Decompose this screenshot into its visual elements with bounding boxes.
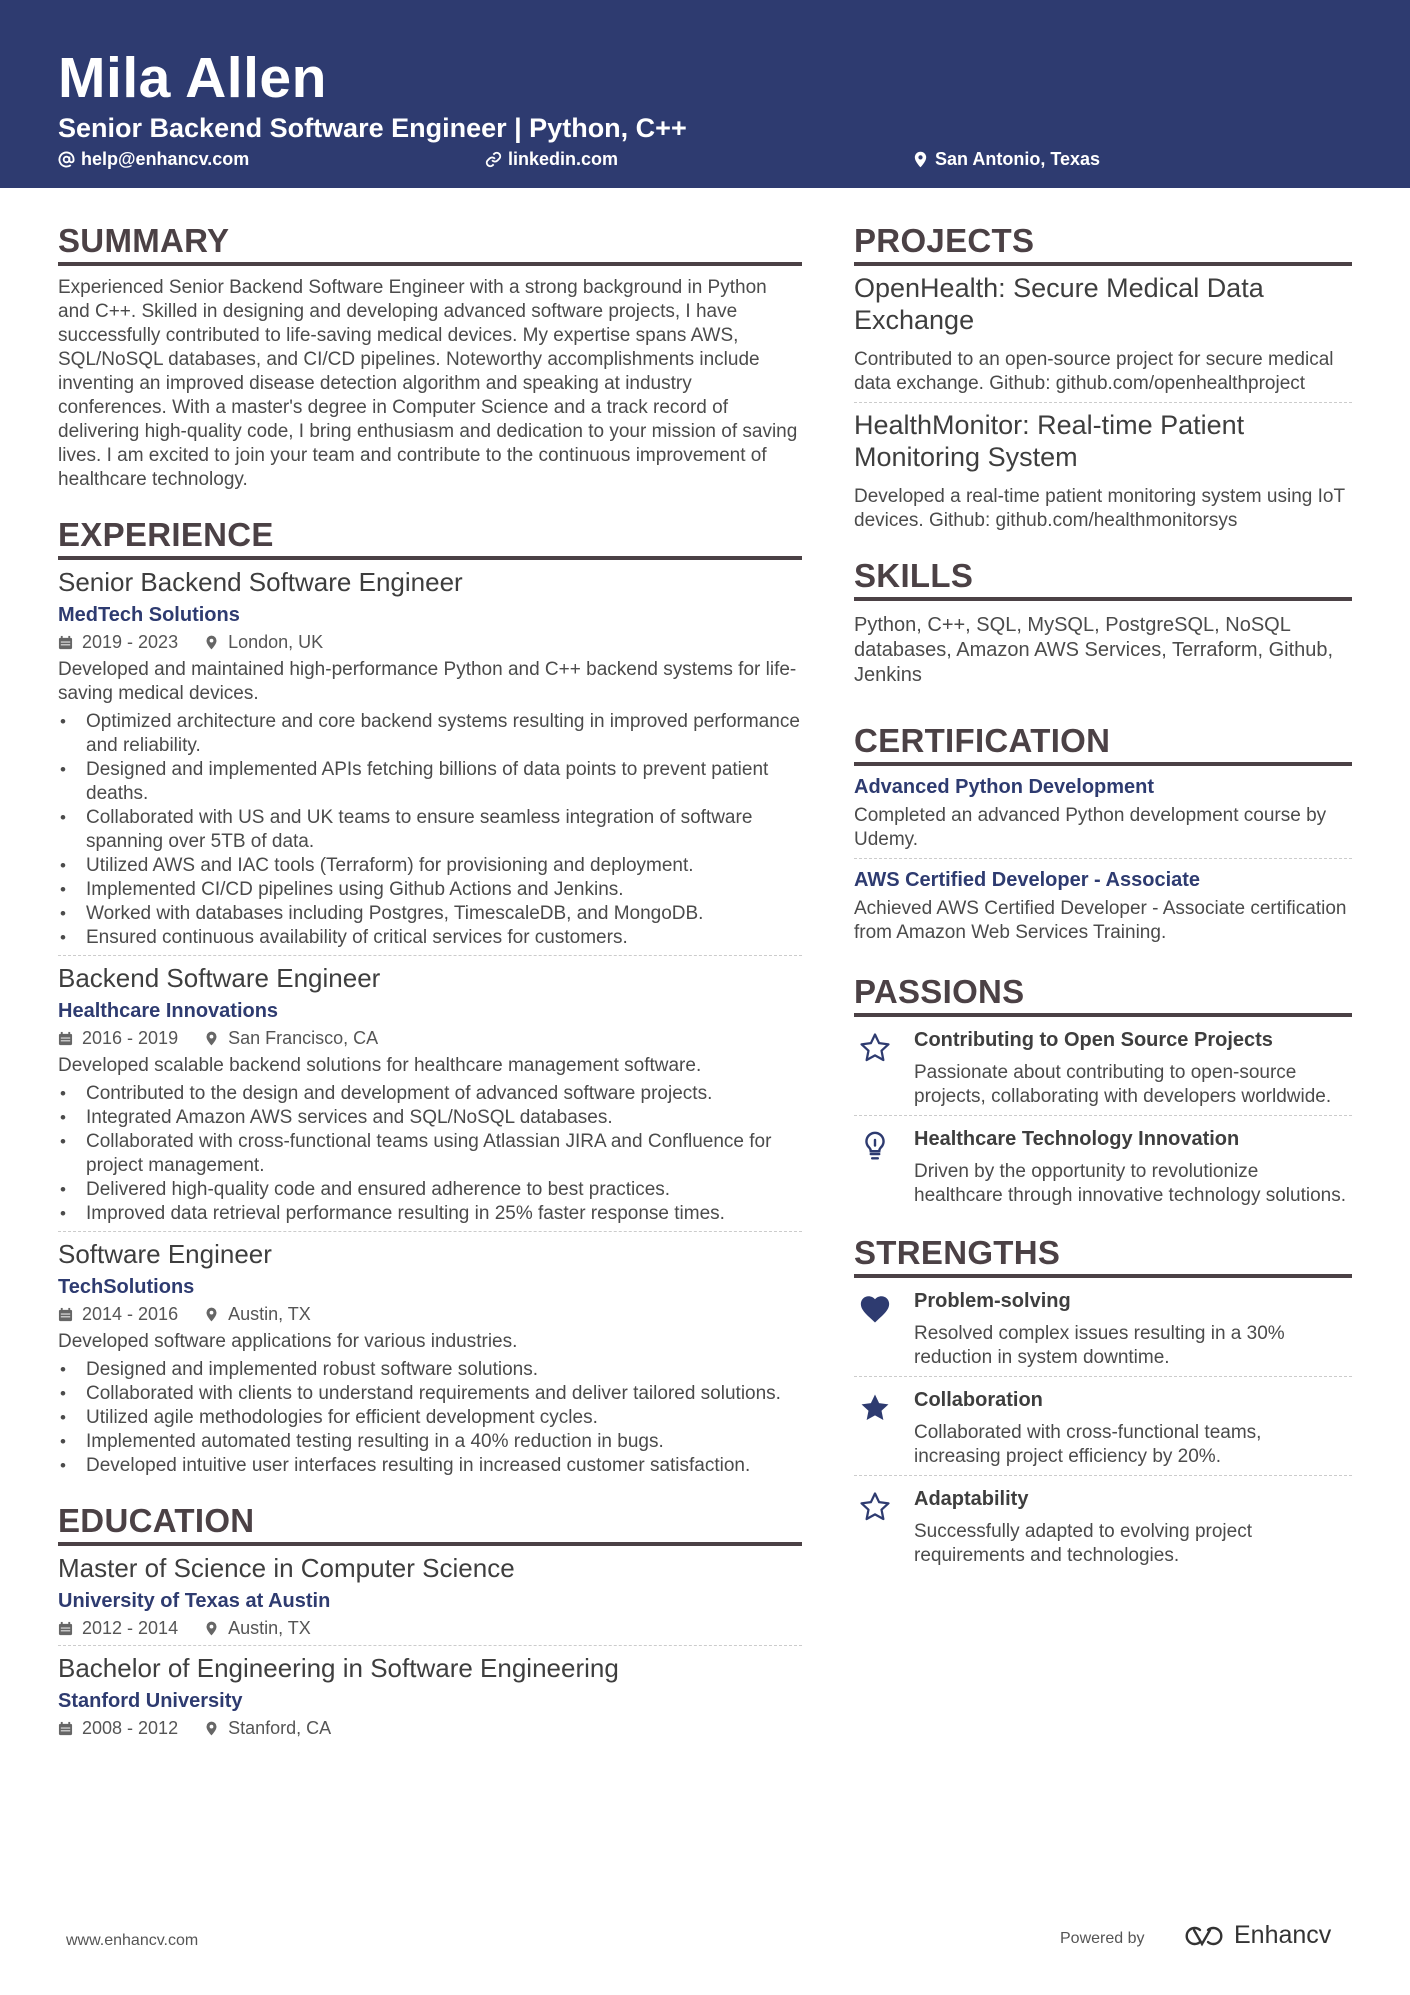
company-name: Healthcare Innovations [58,1000,279,1022]
enhancv-logo[interactable] [1180,1921,1331,1950]
strength-title: Adaptability [914,1488,1029,1510]
strength-entry [854,1387,1352,1476]
strength-description: Collaborated with cross-functional teams, increasing project efficiency by 20%. [914,1422,1262,1467]
calendar-icon [58,1621,73,1636]
calendar-icon [58,1031,73,1046]
bullet-item: • Ensured continuous availability of critical services for customers. [58,926,802,950]
strength-entry [854,1288,1352,1377]
job-title: Senior Backend Software Engineer [58,567,463,597]
star-outline-icon [858,1490,892,1524]
job-meta [58,630,802,654]
candidate-headline: Senior Backend Software Engineer | Python, C++ [58,113,687,143]
education-entry [58,1552,802,1646]
job-title: Software Engineer [58,1239,272,1269]
right-column [854,222,1352,1568]
certification-title: Advanced Python Development [854,776,1155,798]
company-name: MedTech Solutions [58,604,240,626]
contact-linkedin-text: linkedin.com [508,149,619,169]
left-column [58,222,802,1740]
job-description: Developed and maintained high-performance Python and C++ backend systems for life-saving medical devices. [58,659,797,704]
bullet-item: • Worked with databases including Postgres, TimescaleDB, and MongoDB. [58,902,802,926]
bullet-item: • Improved data retrieval performance resulting in 25% faster response times. [58,1202,802,1226]
enhancv-brand: Enhancv [1234,1921,1332,1949]
job-bullets [58,1358,802,1478]
education-meta [58,1716,802,1740]
heart-icon [858,1292,892,1326]
map-pin-icon [204,1031,219,1046]
job-description: Developed software applications for various industries. [58,1331,518,1352]
certification-description: Completed an advanced Python development course by Udemy. [854,805,1327,850]
education-entry [58,1652,802,1740]
summary-heading: SUMMARY [58,222,802,266]
passion-entry [854,1027,1352,1116]
experience-entry [58,962,802,1232]
school-name: University of Texas at Austin [58,1590,331,1612]
bullet-item: • Collaborated with clients to understand requirements and deliver tailored solutions. [58,1382,802,1406]
certification-description: Achieved AWS Certified Developer - Associate certification from Amazon Web Services Training. [854,898,1347,943]
candidate-name: Mila Allen [58,46,327,110]
job-title: Backend Software Engineer [58,963,381,993]
project-entry [854,272,1352,403]
strength-title: Problem-solving [914,1290,1071,1312]
passion-description: Driven by the opportunity to revolutionize healthcare through innovative technology solutions. [914,1161,1347,1206]
bullet-item: • Delivered high-quality code and ensured adherence to best practices. [58,1178,802,1202]
project-title: OpenHealth: Secure Medical Data Exchange [854,273,1264,335]
passions-heading: PASSIONS [854,973,1352,1017]
strength-description: Successfully adapted to evolving project requirements and technologies. [914,1521,1252,1566]
education-heading: EDUCATION [58,1502,802,1546]
strength-entry [854,1486,1352,1568]
project-title: HealthMonitor: Real-time Patient Monitoring System [854,410,1245,472]
star-outline-icon [858,1031,892,1065]
bullet-item: • Implemented automated testing resulting in a 40% reduction in bugs. [58,1430,802,1454]
project-description: Developed a real-time patient monitoring system using IoT devices. Github: github.com/healthmonitorsys [854,486,1345,531]
education-meta [58,1616,802,1640]
header-banner [0,0,1410,188]
degree-title: Bachelor of Engineering in Software Engineering [58,1653,619,1683]
job-description: Developed scalable backend solutions for healthcare management software. [58,1055,702,1076]
strengths-heading: STRENGTHS [854,1234,1352,1278]
project-description: Contributed to an open-source project for secure medical data exchange. Github: github.com/openhealthproject [854,349,1334,394]
lightbulb-icon [858,1130,892,1164]
bullet-item: • Integrated Amazon AWS services and SQL/NoSQL databases. [58,1106,802,1130]
summary-text: Experienced Senior Backend Software Engineer with a strong background in Python and C++. Skilled in designing and developing advanced software projects, I have successfully contributed to life-saving medical devices. My expertise spans AWS, SQL/NoSQL databases, and CI/CD pipelines. Noteworthy accomplishments include inventing an improved disease detection algorithm and speaking at industry conferences. With a master's degree in Computer Science and a track record of delivering high-quality code, I bring enthusiasm and dedication to your mission of saving lives. I am excited to join your team and contribute to the continuous improvement of healthcare technology. [58,277,798,490]
map-pin-icon [912,151,929,168]
experience-entry [58,1238,802,1478]
map-pin-icon [204,635,219,650]
contact-email-text: help@enhancv.com [81,149,250,169]
passion-entry [854,1126,1352,1208]
certification-entry [854,867,1352,945]
powered-by-label: Powered by [1060,1930,1145,1947]
job-location: London, UK [228,632,324,652]
bullet-item: • Utilized AWS and IAC tools (Terraform) for provisioning and deployment. [58,854,802,878]
at-icon [58,151,75,168]
job-bullets [58,1082,802,1226]
school-name: Stanford University [58,1690,243,1712]
passion-title: Healthcare Technology Innovation [914,1128,1240,1150]
star-filled-icon [858,1391,892,1425]
bullet-item: • Contributed to the design and development of advanced software projects. [58,1082,802,1106]
education-location: Austin, TX [228,1618,311,1638]
bullet-item: • Utilized agile methodologies for efficient development cycles. [58,1406,802,1430]
bullet-item: • Implemented CI/CD pipelines using Github Actions and Jenkins. [58,878,802,902]
education-dates: 2012 - 2014 [82,1618,179,1638]
education-location: Stanford, CA [228,1718,332,1738]
job-meta [58,1302,802,1326]
bullet-item: • Designed and implemented APIs fetching billions of data points to prevent patient deaths. [58,758,802,806]
education-dates: 2008 - 2012 [82,1718,179,1738]
job-location: San Francisco, CA [228,1028,379,1048]
project-entry [854,409,1352,533]
passion-description: Passionate about contributing to open-source projects, collaborating with developers worldwide. [914,1062,1332,1107]
job-bullets [58,710,802,950]
bullet-item: • Collaborated with cross-functional teams using Atlassian JIRA and Confluence for project management. [58,1130,802,1178]
strength-title: Collaboration [914,1389,1043,1411]
projects-heading: PROJECTS [854,222,1352,266]
strength-description: Resolved complex issues resulting in a 30% reduction in system downtime. [914,1323,1285,1368]
calendar-icon [58,635,73,650]
map-pin-icon [204,1307,219,1322]
contact-location-text: San Antonio, Texas [935,149,1101,169]
certification-heading: CERTIFICATION [854,722,1352,766]
experience-heading: EXPERIENCE [58,516,802,560]
map-pin-icon [204,1721,219,1736]
calendar-icon [58,1721,73,1736]
bullet-item: • Designed and implemented robust software solutions. [58,1358,802,1382]
experience-entry [58,566,802,956]
bullet-item: • Optimized architecture and core backend systems resulting in improved performance and reliability. [58,710,802,758]
job-dates: 2014 - 2016 [82,1304,179,1324]
enhancv-logo-icon [1180,1924,1226,1948]
skills-heading: SKILLS [854,557,1352,601]
footer-url[interactable]: www.enhancv.com [66,1932,199,1949]
job-meta [58,1026,802,1050]
contact-location [912,148,1100,170]
bullet-item: • Collaborated with US and UK teams to ensure seamless integration of software spanning over 5TB of data. [58,806,802,854]
link-icon [485,151,502,168]
company-name: TechSolutions [58,1276,195,1298]
skills-list: Python, C++, SQL, MySQL, PostgreSQL, NoSQL databases, Amazon AWS Services, Terraform, Github, Jenkins [854,614,1334,686]
bullet-item: • Developed intuitive user interfaces resulting in increased customer satisfaction. [58,1454,802,1478]
job-dates: 2016 - 2019 [82,1028,179,1048]
degree-title: Master of Science in Computer Science [58,1553,515,1583]
contact-linkedin[interactable] [485,148,618,170]
map-pin-icon [204,1621,219,1636]
job-location: Austin, TX [228,1304,311,1324]
job-dates: 2019 - 2023 [82,632,179,652]
certification-entry [854,774,1352,859]
passion-title: Contributing to Open Source Projects [914,1029,1273,1051]
certification-title: AWS Certified Developer - Associate [854,869,1201,891]
calendar-icon [58,1307,73,1322]
contact-email[interactable] [58,148,249,170]
